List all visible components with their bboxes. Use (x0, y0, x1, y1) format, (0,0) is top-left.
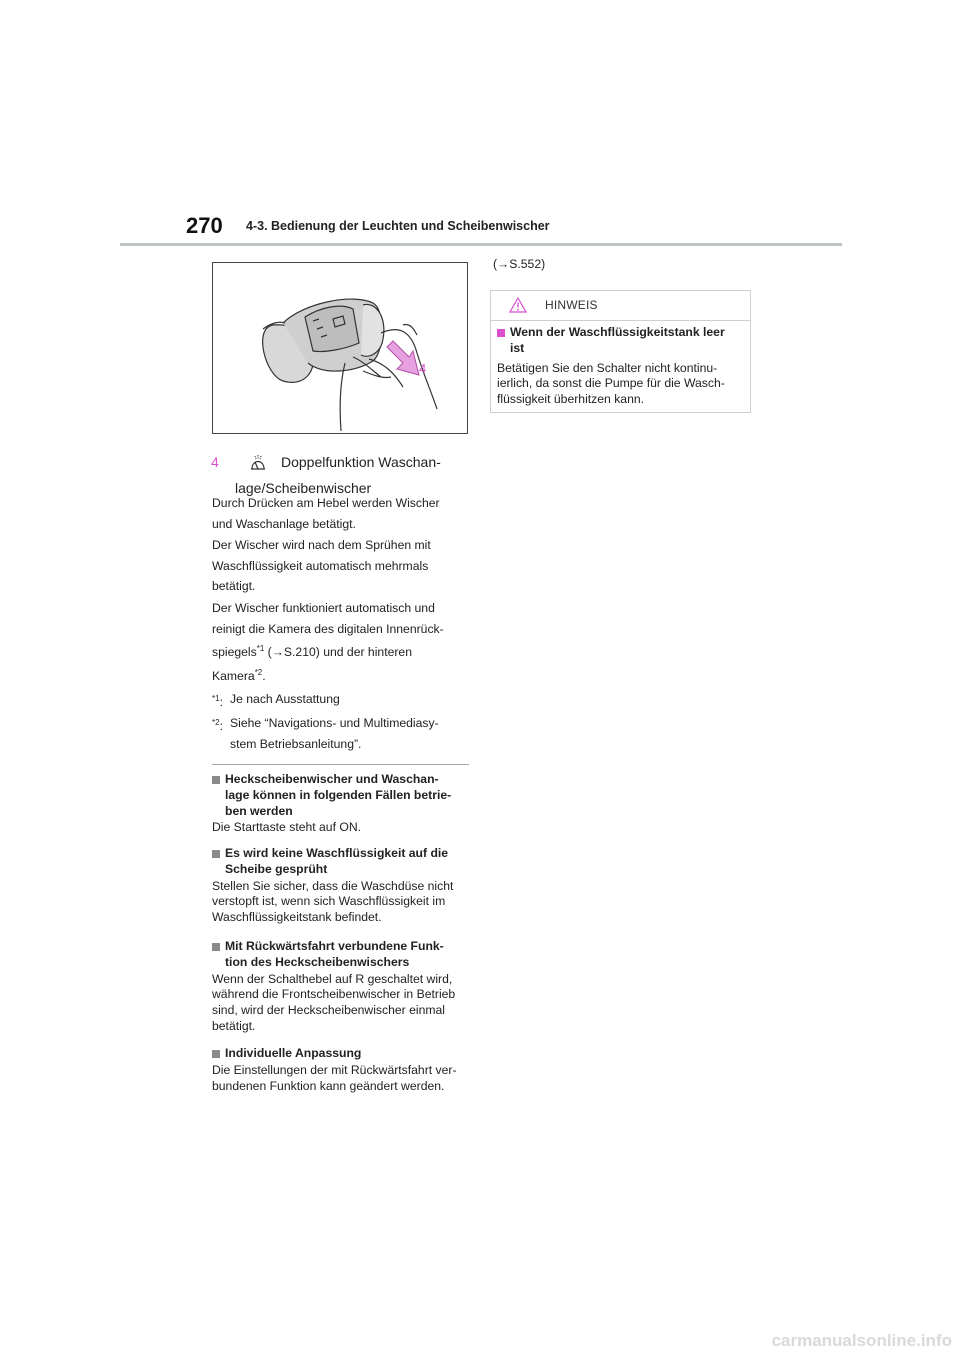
page-number: 270 (186, 213, 223, 238)
paragraph-1 (212, 493, 470, 534)
text-line: Kamera (212, 668, 255, 683)
notice-text: Betätigen Sie den Schalter nicht kontinu- ierlich, da sonst die Pumpe für die Wasch- flüssigkeit überhitzen kann. (497, 360, 725, 407)
footnote-ref-1: *1 (256, 644, 265, 654)
notice-header (491, 291, 750, 321)
square-bullet-icon (212, 943, 220, 951)
step-title-line1: Doppelfunktion Waschan- (281, 454, 441, 470)
text-line: reinigt die Kamera des digitalen Innenrück- (212, 621, 444, 636)
square-bullet-icon (212, 850, 220, 858)
text-line: spiegels (212, 645, 257, 660)
header-rule (120, 243, 842, 246)
footnote-colon: : (219, 718, 223, 733)
footnote-mark: *2 (212, 717, 220, 727)
info-heading: Es wird keine Waschflüssigkeit auf die Scheibe gesprüht (212, 846, 472, 878)
notice-box (490, 290, 751, 413)
footnote-text: Siehe “Navigations- und Multimediasy- (230, 715, 439, 730)
washer-wiper-icon (249, 453, 267, 471)
footnote-2 (212, 713, 470, 754)
step-number: 4 (211, 454, 219, 470)
footnote-ref-2: *2 (254, 667, 263, 677)
info-section-3 (212, 939, 472, 1035)
wiper-lever-illustration (212, 262, 468, 434)
info-section-4 (212, 1046, 472, 1094)
text-line: . (262, 668, 266, 683)
info-text: Stellen Sie sicher, dass die Waschdüse nicht verstopft ist, wenn sich Waschflüssigkeit im Waschflüssigkeitstank befindet. (212, 878, 454, 925)
footnote-mark: *1 (212, 694, 220, 704)
info-text: Die Starttaste steht auf ON. (212, 820, 362, 835)
page-reference-210[interactable]: (→S.210) und der hinteren (264, 645, 412, 660)
footnote-1 (212, 689, 470, 710)
step-title-line2: lage/Scheibenwischer (235, 480, 372, 496)
footnote-text: stem Betriebsanleitung”. (230, 736, 362, 751)
info-section-2 (212, 846, 472, 926)
section-divider (212, 764, 469, 765)
paragraph-3 (212, 598, 470, 686)
text-line: Der Wischer funktioniert automatisch und (212, 600, 435, 615)
info-section-1 (212, 772, 472, 836)
section-title: 4-3. Bedienung der Leuchten und Scheibenwischer (246, 219, 550, 233)
info-text: Wenn der Schalthebel auf R geschaltet wird, während die Frontscheibenwischer in Betrieb sind, wird der Heckscheibenwischer einmal betätigt. (212, 971, 456, 1033)
info-text: Die Einstellungen der mit Rückwärtsfahrt ver- bundenen Funktion kann geändert werden. (212, 1062, 457, 1093)
paragraph-2 (212, 535, 470, 597)
text-line: Durch Drücken am Hebel werden Wischer (212, 496, 440, 510)
watermark-logo (724, 1329, 954, 1351)
page-reference-552[interactable]: (→S.552) (493, 257, 546, 271)
footnote-text: Je nach Ausstattung (230, 692, 340, 707)
square-bullet-icon (212, 1050, 220, 1058)
footnote-colon: : (219, 695, 223, 710)
lever-drawing (213, 263, 467, 433)
watermark-text: carmanualsonline.info (771, 1331, 952, 1350)
square-bullet-icon (497, 329, 505, 337)
figure-callout: 4 (419, 361, 427, 376)
text-line: betätigt. (212, 579, 256, 594)
text-line: Der Wischer wird nach dem Sprühen mit (212, 538, 431, 553)
notice-content (491, 321, 750, 408)
square-bullet-icon (212, 776, 220, 784)
text-line: und Waschanlage betätigt. (212, 516, 356, 531)
warning-triangle-icon (509, 297, 527, 313)
info-heading: Individuelle Anpassung (212, 1046, 472, 1062)
step-description (212, 493, 470, 755)
notice-label: HINWEIS (545, 298, 598, 312)
info-heading: Mit Rückwärtsfahrt verbundene Funk- tion des Heckscheibenwischers (212, 939, 472, 971)
info-heading: Heckscheibenwischer und Waschan- lage können in folgenden Fällen betrie- ben werden (212, 772, 472, 819)
text-line: Waschflüssigkeit automatisch mehrmals (212, 558, 429, 573)
notice-heading: Wenn der Waschflüssigkeitstank leer ist (497, 325, 744, 357)
